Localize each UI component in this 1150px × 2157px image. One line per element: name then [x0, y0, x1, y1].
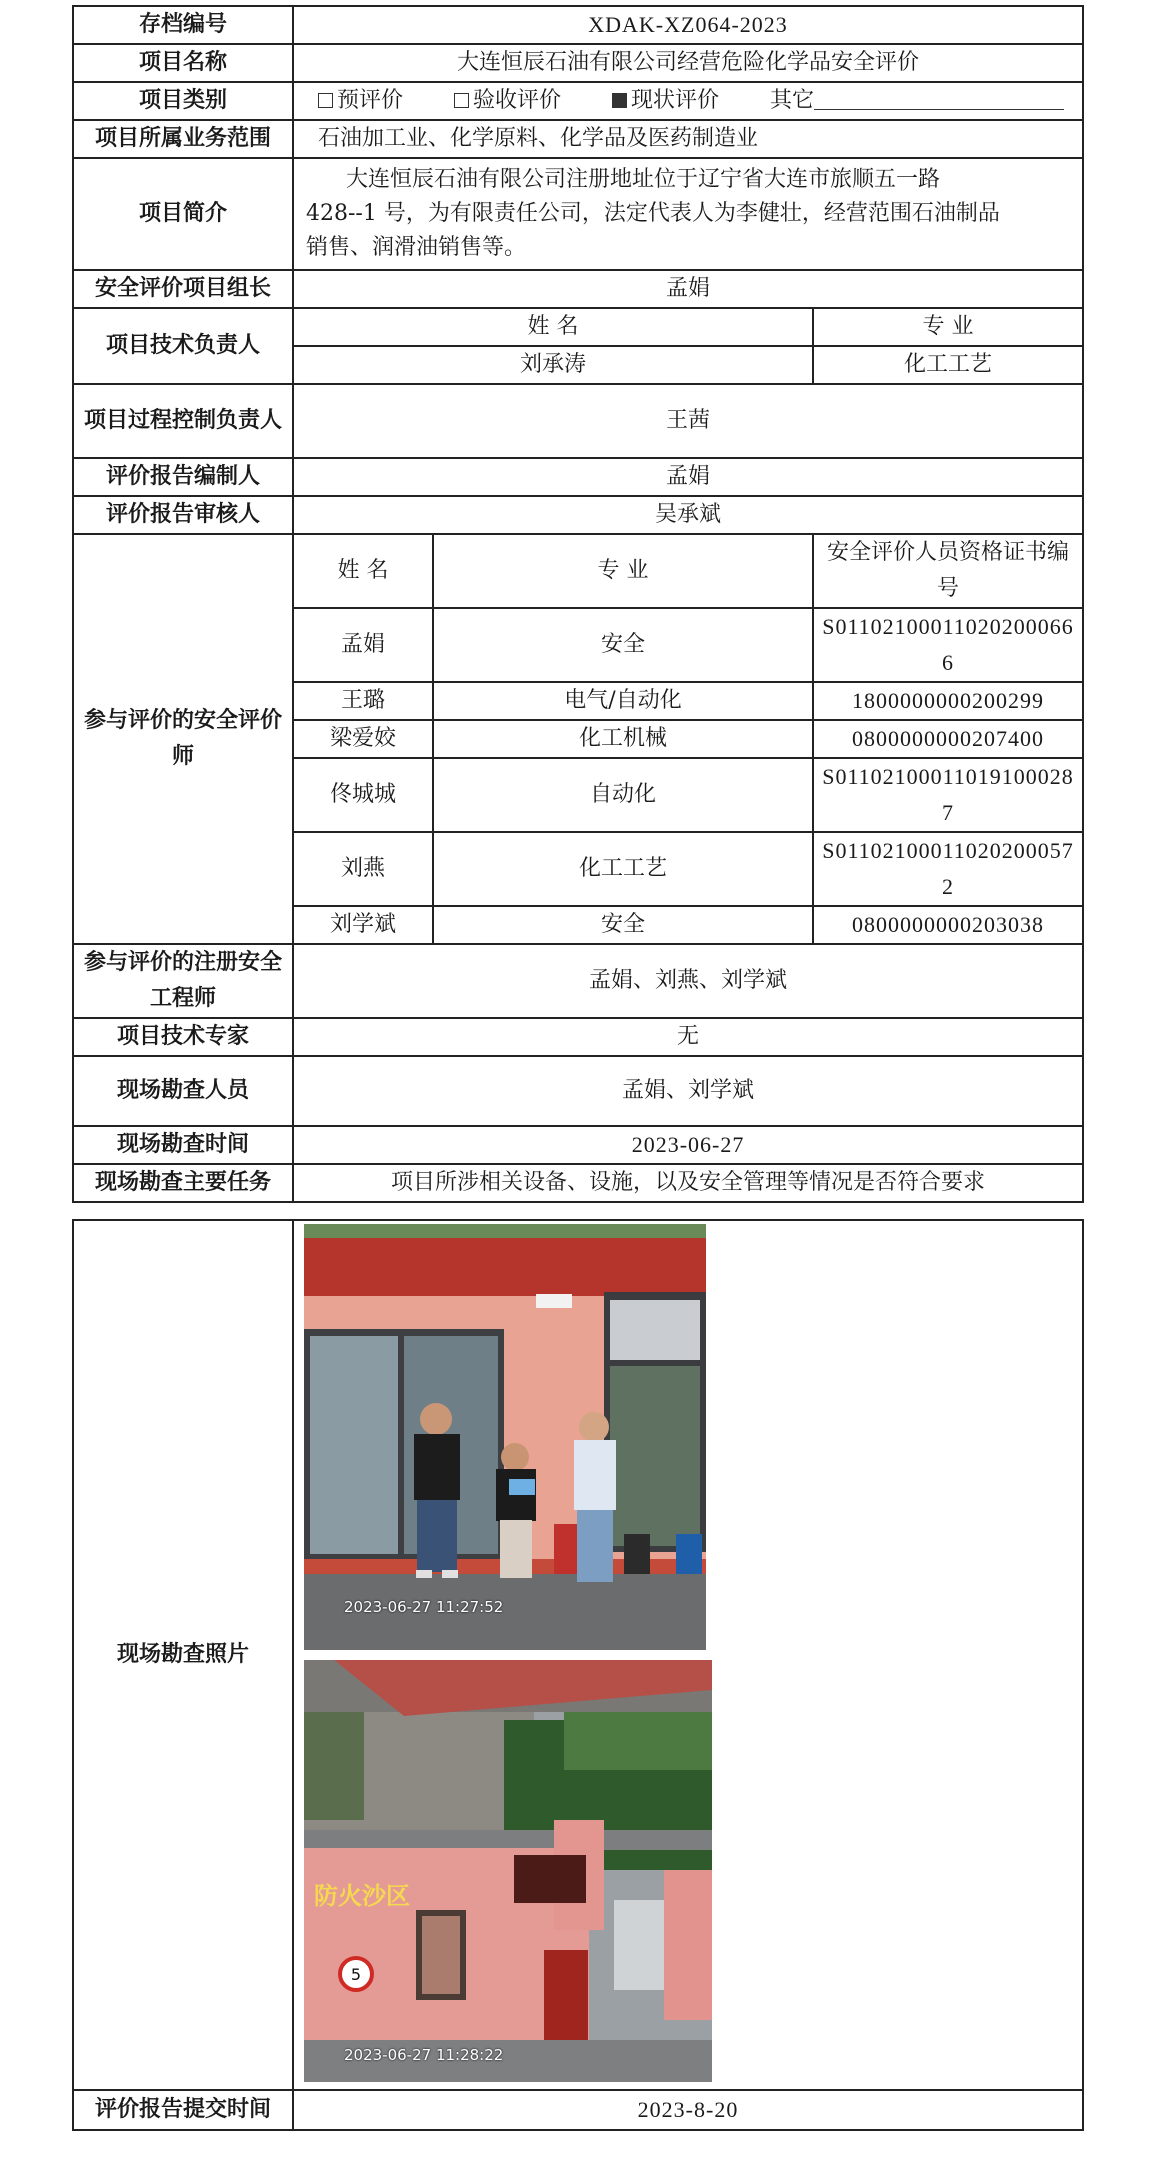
evaluator-name: 王璐: [293, 682, 433, 720]
label-site-photos: 现场勘查照片: [73, 1220, 293, 2090]
evaluator-cert: S011021000110202000666: [813, 608, 1083, 682]
label-site-staff: 现场勘查人员: [73, 1056, 293, 1126]
evaluator-name: 孟娟: [293, 608, 433, 682]
label-project-name: 项目名称: [73, 44, 293, 82]
evaluator-cert: 1800000000200299: [813, 682, 1083, 720]
tech-lead-major: 化工工艺: [813, 346, 1083, 384]
reviewer-value: 吴承斌: [293, 496, 1083, 534]
business-scope-value: 石油加工业、化学原料、化学品及医药制造业: [293, 120, 1083, 158]
label-intro: 项目简介: [73, 158, 293, 270]
row-site-task: [73, 1164, 1083, 1202]
evaluators-col-major: 专 业: [433, 534, 813, 608]
evaluator-cert: 0800000000203038: [813, 906, 1083, 944]
tech-lead-col-major: 专 业: [813, 308, 1083, 346]
site-time-value: 2023-06-27: [293, 1126, 1083, 1164]
evaluator-major: 电气/自动化: [433, 682, 813, 720]
intro-value: [293, 158, 1083, 270]
row-intro: [73, 158, 1083, 270]
row-team-leader: [73, 270, 1083, 308]
option-other: 其它: [770, 88, 1064, 113]
site-staff-value: 孟娟、刘学斌: [293, 1056, 1083, 1126]
label-project-type: 项目类别: [73, 82, 293, 120]
row-submit-time: [73, 2090, 1083, 2130]
tech-lead-col-name: 姓 名: [293, 308, 813, 346]
label-archive-no: 存档编号: [73, 6, 293, 44]
row-tech-lead-header: [73, 308, 1083, 346]
option-acceptance-evaluation[interactable]: 验收评价: [454, 88, 561, 113]
option-status-evaluation[interactable]: 现状评价: [612, 88, 719, 113]
checkbox-checked-icon[interactable]: [612, 93, 627, 108]
evaluator-major: 安全: [433, 608, 813, 682]
intro-line-3: 销售、润滑油销售等。: [306, 235, 527, 260]
checkbox-unchecked-icon[interactable]: [454, 93, 469, 108]
evaluator-cert: S011021000110191000287: [813, 758, 1083, 832]
evaluator-major: 化工机械: [433, 720, 813, 758]
label-tech-lead: 项目技术负责人: [73, 308, 293, 384]
row-reg-engineers: [73, 944, 1083, 1018]
label-reviewer: 评价报告审核人: [73, 496, 293, 534]
evaluators-col-cert: 安全评价人员资格证书编号: [813, 534, 1083, 608]
speed-sign-number: 5: [350, 1965, 362, 1984]
photo-2-timestamp: 2023-06-27 11:28:22: [344, 2046, 504, 2064]
evaluator-cert: 0800000000207400: [813, 720, 1083, 758]
row-site-staff: [73, 1056, 1083, 1126]
site-photo-2: [304, 1660, 712, 2082]
row-project-type: [73, 82, 1083, 120]
row-site-time: [73, 1126, 1083, 1164]
intro-line-2: 428--1 号，为有限责任公司，法定代表人为李健壮，经营范围石油制品: [306, 201, 1000, 226]
reg-engineers-value: 孟娟、刘燕、刘学斌: [293, 944, 1083, 1018]
checkbox-unchecked-icon[interactable]: [318, 93, 333, 108]
row-business-scope: [73, 120, 1083, 158]
evaluator-major: 安全: [433, 906, 813, 944]
evaluators-col-name: 姓 名: [293, 534, 433, 608]
project-name-value: 大连恒辰石油有限公司经营危险化学品安全评价: [293, 44, 1083, 82]
row-tech-expert: [73, 1018, 1083, 1056]
label-site-task: 现场勘查主要任务: [73, 1164, 293, 1202]
row-compiler: [73, 458, 1083, 496]
info-table: [72, 5, 1084, 1203]
label-process-lead: 项目过程控制负责人: [73, 384, 293, 458]
evaluator-name: 刘学斌: [293, 906, 433, 944]
label-business-scope: 项目所属业务范围: [73, 120, 293, 158]
evaluator-major: 自动化: [433, 758, 813, 832]
label-reg-engineers: 参与评价的注册安全工程师: [73, 944, 293, 1018]
photo-1-image: [304, 1224, 706, 1650]
label-tech-expert: 项目技术专家: [73, 1018, 293, 1056]
site-task-value: 项目所涉相关设备、设施，以及安全管理等情况是否符合要求: [293, 1164, 1083, 1202]
intro-line-1: 大连恒辰石油有限公司注册地址位于辽宁省大连市旅顺五一路: [346, 167, 941, 192]
tech-expert-value: 无: [293, 1018, 1083, 1056]
label-team-leader: 安全评价项目组长: [73, 270, 293, 308]
other-blank-line[interactable]: [814, 87, 1064, 110]
team-leader-value: 孟娟: [293, 270, 1083, 308]
evaluator-major: 化工工艺: [433, 832, 813, 906]
evaluator-cert: S011021000110202000572: [813, 832, 1083, 906]
site-photo-1: [304, 1224, 706, 1650]
label-submit-time: 评价报告提交时间: [73, 2090, 293, 2130]
row-process-lead: [73, 384, 1083, 458]
row-evaluators-header: [73, 534, 1083, 608]
row-project-name: [73, 44, 1083, 82]
compiler-value: 孟娟: [293, 458, 1083, 496]
label-evaluators: 参与评价的安全评价师: [73, 534, 293, 944]
option-pre-evaluation[interactable]: 预评价: [318, 88, 403, 113]
photo-1-timestamp: 2023-06-27 11:27:52: [344, 1598, 504, 1616]
label-site-time: 现场勘查时间: [73, 1126, 293, 1164]
row-reviewer: [73, 496, 1083, 534]
archive-no-value: XDAK-XZ064-2023: [293, 6, 1083, 44]
project-type-options: [293, 82, 1083, 120]
process-lead-value: 王茜: [293, 384, 1083, 458]
tech-lead-name: 刘承涛: [293, 346, 813, 384]
label-compiler: 评价报告编制人: [73, 458, 293, 496]
evaluator-name: 梁爱姣: [293, 720, 433, 758]
fire-sand-sign: 防火沙区: [314, 1882, 410, 1910]
row-archive-no: [73, 6, 1083, 44]
photo-2-image: [304, 1660, 712, 2082]
evaluator-name: 佟城城: [293, 758, 433, 832]
evaluator-name: 刘燕: [293, 832, 433, 906]
submit-time-value: 2023-8-20: [293, 2090, 1083, 2130]
